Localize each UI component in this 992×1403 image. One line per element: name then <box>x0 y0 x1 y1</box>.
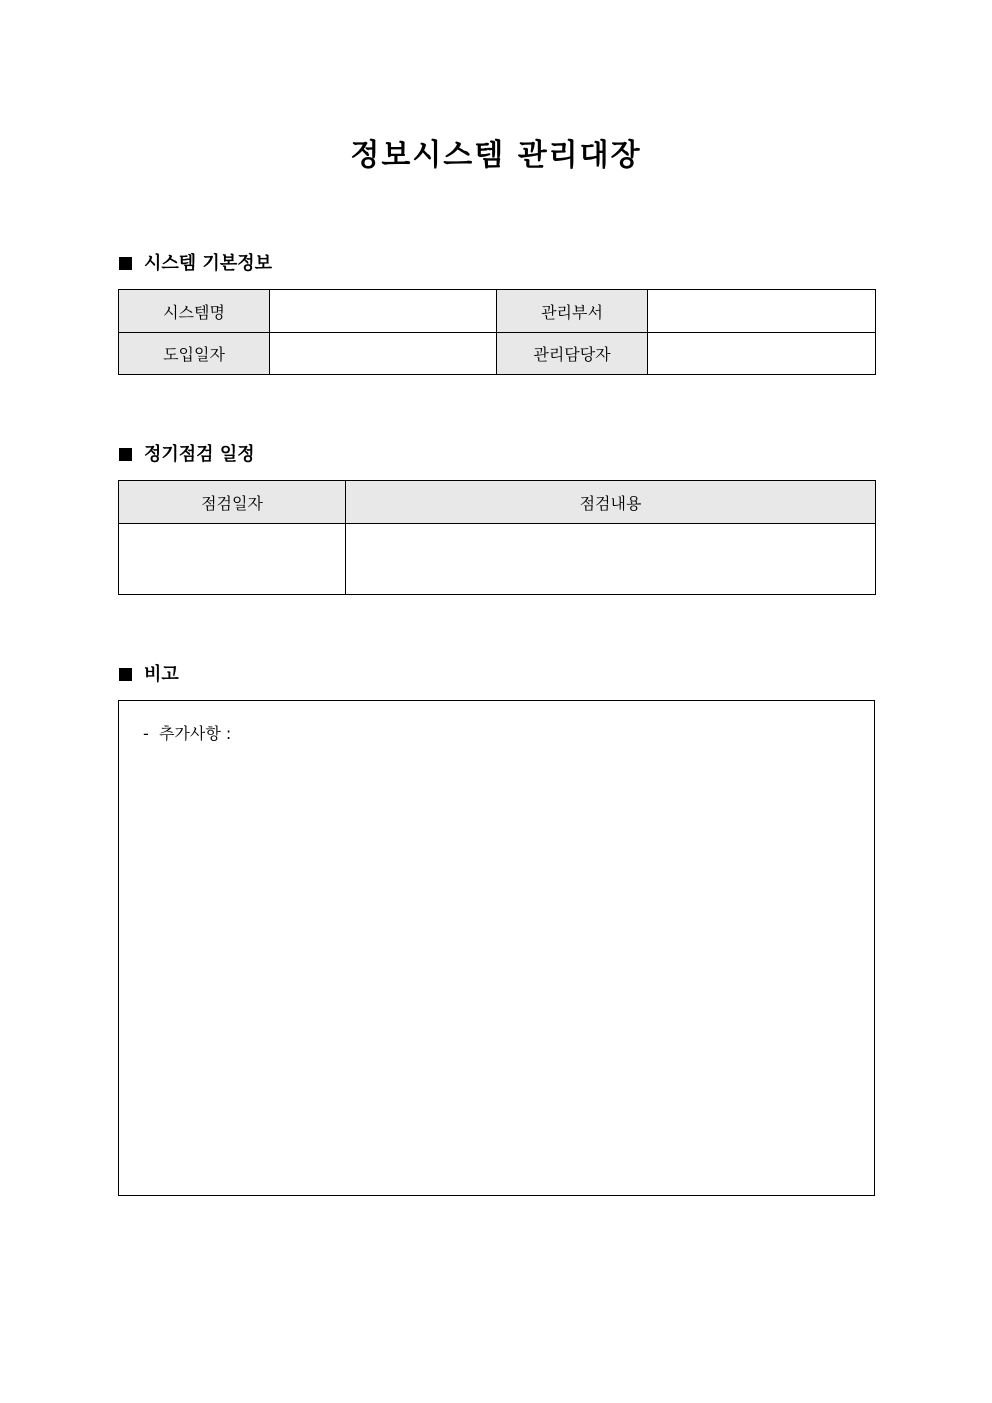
label-managing-dept: 관리부서 <box>497 290 648 333</box>
label-intro-date: 도입일자 <box>119 333 270 375</box>
inspection-content-field[interactable] <box>346 524 876 595</box>
inspection-table <box>118 480 876 595</box>
black-square-icon <box>119 257 132 270</box>
inspection-date-field[interactable] <box>119 524 346 595</box>
table-row <box>119 290 876 333</box>
column-header-inspection-date: 점검일자 <box>119 481 346 524</box>
intro-date-field[interactable] <box>270 333 497 375</box>
remarks-additional-items: - 추가사항 : <box>143 724 232 743</box>
column-header-inspection-content: 점검내용 <box>346 481 876 524</box>
system-name-field[interactable] <box>270 290 497 333</box>
section-heading-remarks-text: 비고 <box>144 664 179 685</box>
section-heading-remarks <box>119 662 179 688</box>
black-square-icon <box>119 448 132 461</box>
label-system-name: 시스템명 <box>119 290 270 333</box>
managing-dept-field[interactable] <box>648 290 876 333</box>
manager-field[interactable] <box>648 333 876 375</box>
section-heading-basic-info <box>119 251 272 277</box>
label-manager: 관리담당자 <box>497 333 648 375</box>
section-heading-inspection <box>119 442 255 468</box>
basic-info-table <box>118 289 876 375</box>
black-square-icon <box>119 668 132 681</box>
table-row <box>119 524 876 595</box>
section-heading-basic-info-text: 시스템 기본정보 <box>144 253 272 274</box>
document-title: 정보시스템 관리대장 <box>350 138 642 173</box>
table-header-row <box>119 481 876 524</box>
remarks-box[interactable] <box>118 700 875 1196</box>
table-row <box>119 333 876 375</box>
section-heading-inspection-text: 정기점검 일정 <box>144 444 255 465</box>
